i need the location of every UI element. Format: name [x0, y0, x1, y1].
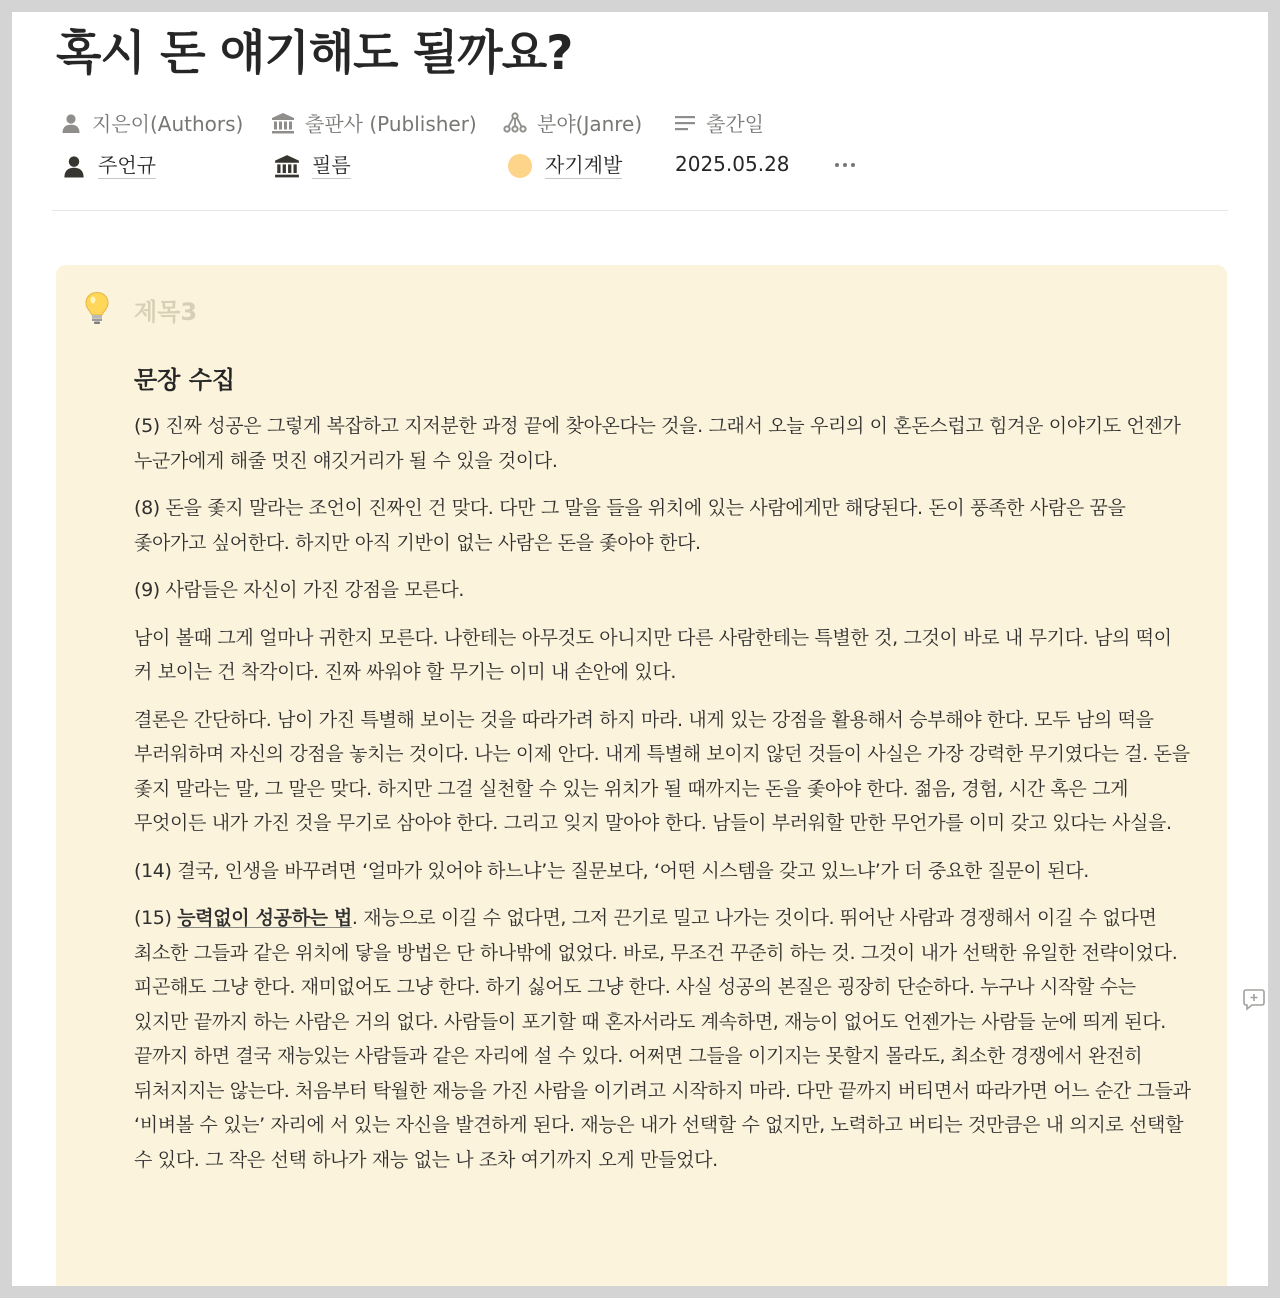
property-label-author[interactable]	[60, 108, 243, 137]
property-label-genre[interactable]	[503, 108, 642, 137]
callout-block[interactable]	[56, 265, 1227, 1298]
more-properties-button[interactable]	[830, 155, 860, 175]
bottom-edge	[0, 1286, 1280, 1298]
author-label: 지은이(Authors)	[92, 112, 244, 136]
lightbulb-icon[interactable]	[84, 291, 110, 329]
notion-page	[12, 12, 1268, 1298]
genre-icon	[503, 112, 527, 134]
genre-dot-icon	[507, 153, 533, 179]
person-icon	[60, 112, 82, 134]
genre-value: 자기계발	[545, 153, 623, 177]
callout-heading[interactable]: 제목3	[134, 298, 198, 326]
divider	[52, 210, 1228, 211]
section-title[interactable]: 문장 수집	[134, 366, 236, 394]
text-lines-icon	[674, 113, 696, 133]
callout-content	[134, 363, 1194, 1190]
add-comment-icon[interactable]	[1242, 987, 1266, 1015]
quote-prefix: (15)	[134, 907, 178, 929]
more-dot	[843, 163, 847, 167]
quote-paragraph[interactable]: (5) 진짜 성공은 그렇게 복잡하고 지저분한 과정 끝에 찾아온다는 것을. 그래서 오늘 우리의 이 혼돈스럽고 힘겨운 이야기도 언젠가 누군가에게 해줄 멋진 얘깃거리가 될 수 있을 것이다.	[134, 415, 1181, 472]
quote-paragraph[interactable]: (14) 결국, 인생을 바꾸려면 ‘얼마가 있어야 하느냐’는 질문보다, ‘어떤 시스템을 갖고 있느냐’가 더 중요한 질문이 된다.	[134, 859, 1089, 882]
property-label-publisher[interactable]	[271, 108, 477, 137]
more-dot	[835, 163, 839, 167]
publisher-label: 출판사 (Publisher)	[305, 112, 477, 136]
quote-paragraph[interactable]	[134, 901, 1194, 1177]
property-value-genre[interactable]	[507, 152, 622, 179]
property-value-author[interactable]	[62, 152, 156, 179]
bank-icon	[274, 154, 300, 178]
property-value-date[interactable]	[675, 152, 790, 176]
quote-paragraph[interactable]: 결론은 간단하다. 남이 가진 특별해 보이는 것을 따라가려 하지 마라. 내게 있는 강점을 활용해서 승부해야 한다. 모두 남의 떡을 부러워하며 자신의 강점을 놓치는 것이다. 나는 이제 안다. 내게 특별해 보이지 않던 것들이 사실은 가장 강력한 무기였다는 걸. 돈을 좇지 말라는 말, 그 말은 맞다. 하지만 그걸 실천할 수 있는 위치가 될 때까지는 돈을 좇아야 한다. 젊음, 경험, 시간 혹은 그게 무엇이든 내가 가진 것을 무기로 삼아야 한다. 그리고 잊지 말아야 한다. 남들이 부러워할 만한 무언가를 이미 갖고 있다는 사실을.	[134, 708, 1190, 834]
quote-link[interactable]: 능력없이 성공하는 법	[177, 907, 352, 929]
date-value: 2025.05.28	[675, 152, 790, 176]
property-label-date[interactable]	[674, 108, 764, 137]
genre-label: 분야(Janre)	[537, 112, 643, 136]
date-label: 출간일	[706, 112, 764, 136]
quote-paragraph[interactable]: (9) 사람들은 자신이 가진 강점을 모른다.	[134, 579, 465, 601]
person-icon	[62, 154, 86, 178]
bank-icon	[271, 112, 295, 134]
author-value: 주언규	[98, 153, 156, 177]
quote-paragraph[interactable]: 남이 볼때 그게 얼마나 귀한지 모른다. 나한테는 아무것도 아니지만 다른 사람한테는 특별한 것, 그것이 바로 내 무기다. 남의 떡이 커 보이는 건 착각이다. 진짜 싸워야 할 무기는 이미 내 손안에 있다.	[134, 626, 1172, 683]
page-title[interactable]: 혹시 돈 얘기해도 될까요?	[56, 26, 573, 81]
publisher-value: 필름	[312, 153, 351, 177]
more-dot	[851, 163, 855, 167]
quote-body: . 재능으로 이길 수 없다면, 그저 끈기로 밀고 나가는 것이다. 뛰어난 사람과 경쟁해서 이길 수 없다면 최소한 그들과 같은 위치에 닿을 방법은 단 하나밖에 없었다. 바로, 무조건 꾸준히 하는 것. 그것이 내가 선택한 유일한 전략이었다. 피곤해도 그냥 한다. 재미없어도 그냥 한다. 하기 싫어도 그냥 한다. 사실 성공의 본질은 굉장히 단순하다. 누구나 시작할 수는 있지만 끝까지 하는 사람은 거의 없다. 사람들이 포기할 때 혼자서라도 계속하면, 재능이 없어도 언젠가는 사람들 눈에 띄게 된다. 끝까지 하면 결국 재능있는 사람들과 같은 자리에 설 수 있다. 어쩌면 그들을 이기지는 못할지 몰라도, 최소한 경쟁에서 완전히 뒤처지지는 않는다. 처음부터 탁월한 재능을 가진 사람을 이기려고 시작하지 마라. 다만 끝까지 버티면서 따라가면 어느 순간 그들과 ‘비벼볼 수 있는’ 자리에 서 있는 자신을 발견하게 된다. 재능은 내가 선택할 수 없지만, 노력하고 버티는 것만큼은 내 의지로 선택할 수 있다. 그 작은 선택 하나가 재능 없는 나 조차 여기까지 오게 만들었다.	[134, 907, 1191, 1171]
property-value-publisher[interactable]	[274, 152, 351, 179]
quote-paragraph[interactable]: (8) 돈을 좇지 말라는 조언이 진짜인 건 맞다. 다만 그 말을 들을 위치에 있는 사람에게만 해당된다. 돈이 풍족한 사람은 꿈을 좇아가고 싶어한다. 하지만 아직 기반이 없는 사람은 돈을 좇아야 한다.	[134, 497, 1126, 554]
